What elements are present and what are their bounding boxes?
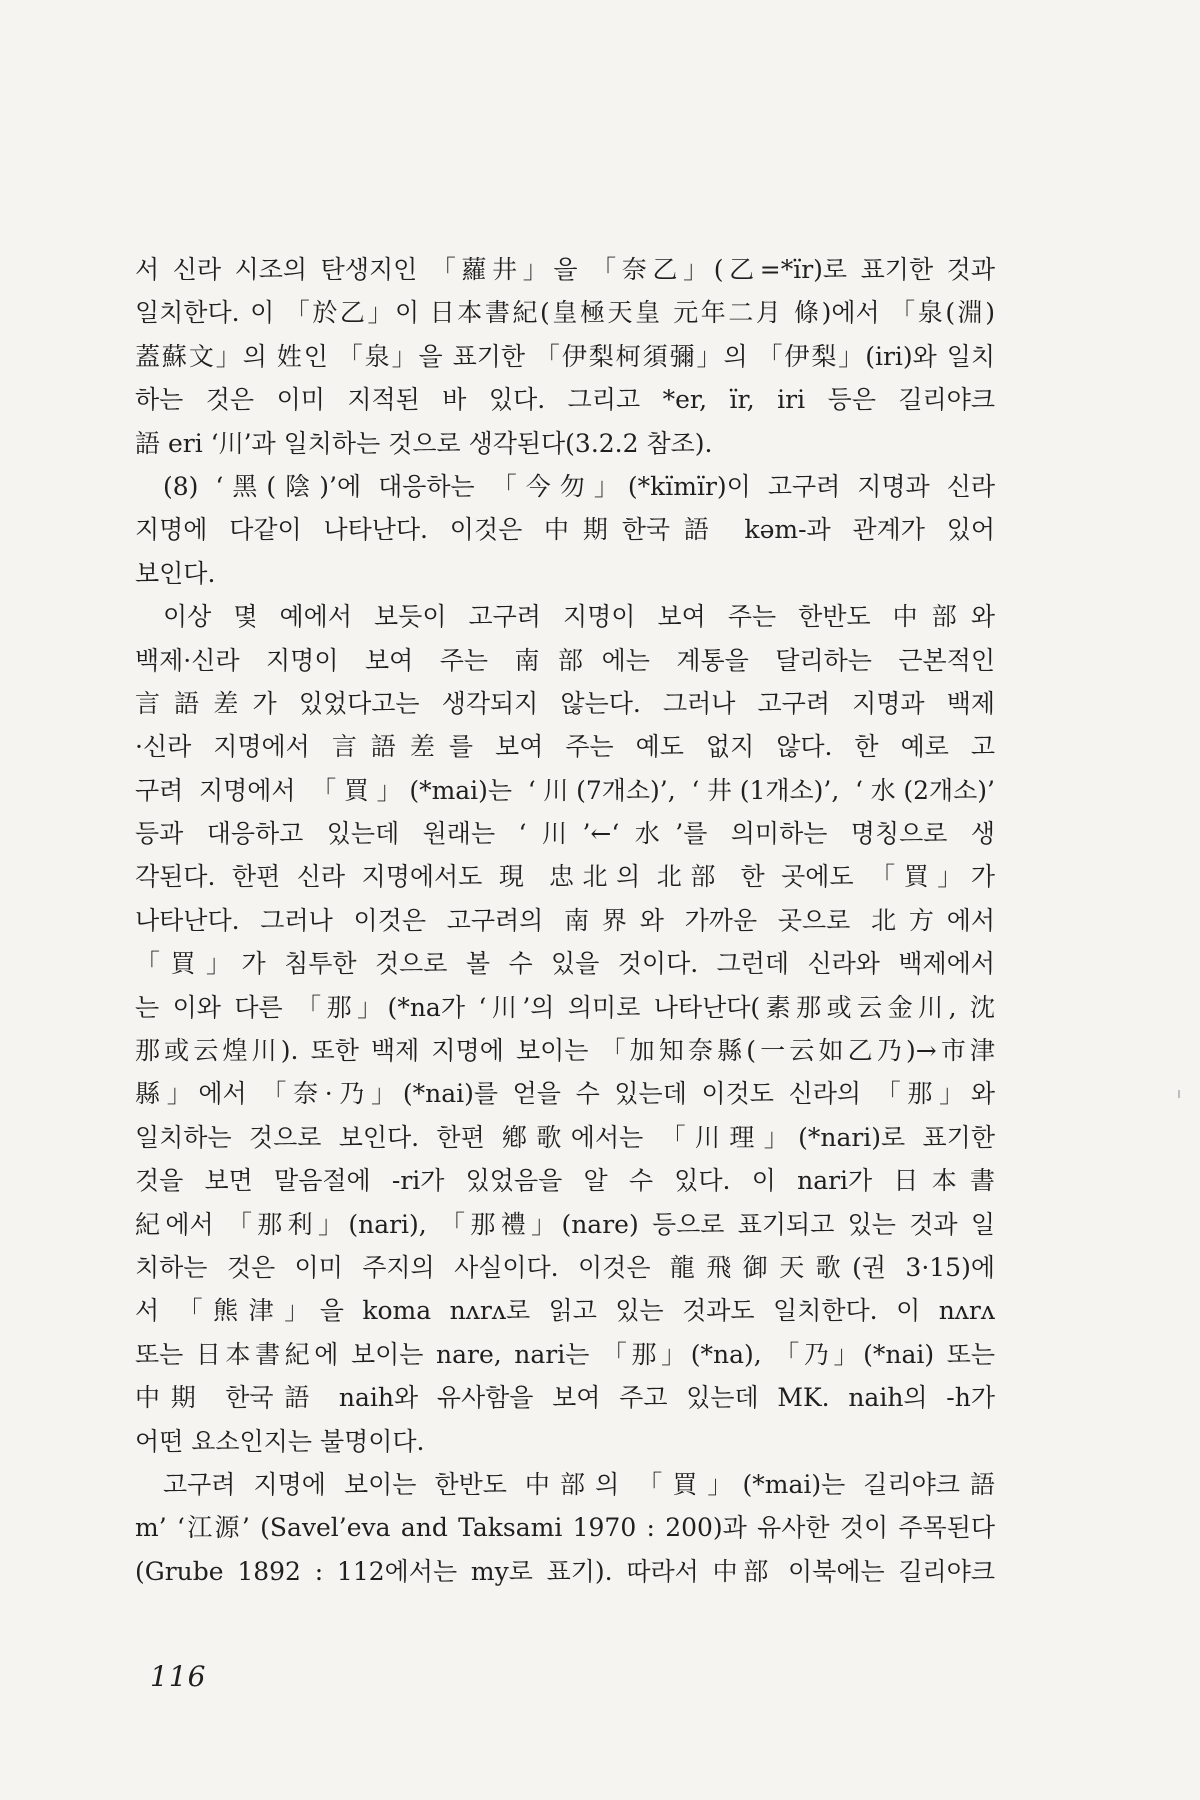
text-line: 구려 지명에서 「買」(*mai)는 ‘川(7개소)’, ‘井(1개소)’, ‘水(2개소)’ — [135, 775, 995, 805]
text-line: 語 eri ‘川’과 일치하는 것으로 생각된다(3.2.2 참조). — [135, 428, 713, 458]
text-line: 나타난다. 그러나 이것은 고구려의 南界와 가까운 곳으로 北方에서 — [135, 905, 995, 935]
text-line: 어떤 요소인지는 불명이다. — [135, 1426, 425, 1456]
text-line: 것을 보면 말음절에 -ri가 있었음을 알 수 있다. 이 nari가 日本書 — [135, 1166, 995, 1196]
text-line: 각된다. 한편 신라 지명에서도 現 忠北의 北部 한 곳에도 「買」가 — [135, 862, 995, 892]
text-line: 또는 日本書紀에 보이는 nare, nari는 「那」(*na), 「乃」(*nai) 또는 — [135, 1339, 995, 1369]
text-line: 紀에서 「那利」(nari), 「那禮」(nare) 등으로 표기되고 있는 것과 일 — [135, 1209, 995, 1239]
text-line: 고구려 지명에 보이는 한반도 中部의 「買」(*mai)는 길리야크語 — [163, 1469, 995, 1499]
text-line: 는 이와 다른 「那」(*na가 ‘川’의 의미로 나타난다(素那或云金川, 沈 — [135, 992, 995, 1022]
text-line: 이상 몇 예에서 보듯이 고구려 지명이 보여 주는 한반도 中部와 — [163, 602, 995, 632]
text-line: 中期 한국語 naih와 유사함을 보여 주고 있는데 MK. naih의 -h가 — [135, 1383, 995, 1413]
text-line: (Grube 1892 : 112에서는 my로 표기). 따라서 中部 이북에는 길리야크 — [135, 1556, 995, 1586]
text-line: 등과 대응하고 있는데 원래는 ‘川’←‘水’를 의미하는 명칭으로 생 — [135, 819, 995, 849]
scan-mark — [1178, 1090, 1180, 1098]
text-line: 하는 것은 이미 지적된 바 있다. 그리고 *er, ïr, iri 등은 길리야크 — [135, 385, 995, 415]
text-line: 「買」가 침투한 것으로 볼 수 있을 것이다. 그런데 신라와 백제에서 — [135, 949, 995, 979]
text-line: 일치한다. 이 「於乙」이 日本書紀(皇極天皇 元年二月 條)에서 「泉(淵) — [135, 298, 995, 328]
text-line: 보인다. — [135, 558, 216, 588]
page-number: 116 — [150, 1660, 207, 1693]
text-line: 치하는 것은 이미 주지의 사실이다. 이것은 龍飛御天歌(권 3·15)에 — [135, 1252, 995, 1282]
text-line: (8) ‘黑(陰)’에 대응하는 「今勿」(*kïmïr)이 고구려 지명과 신라 — [163, 471, 995, 501]
text-line: 蓋蘇文」의 姓인 「泉」을 표기한 「伊梨柯須彌」의 「伊梨」(iri)와 일치 — [135, 341, 995, 371]
text-line: 서 신라 시조의 탄생지인 「蘿井」을 「奈乙」(乙=*ïr)로 표기한 것과 — [135, 255, 995, 284]
text-line: 지명에 다같이 나타난다. 이것은 中期한국語 kəm-과 관계가 있어 — [135, 515, 995, 545]
text-line: ·신라 지명에서 言語差를 보여 주는 예도 없지 않다. 한 예로 고 — [135, 732, 995, 762]
text-line: 일치하는 것으로 보인다. 한편 鄕歌에서는 「川理」(*nari)로 표기한 — [135, 1122, 995, 1152]
text-line: 那或云煌川). 또한 백제 지명에 보이는 「加知奈縣(一云如乙乃)→市津 — [135, 1036, 995, 1066]
body-text — [135, 248, 995, 1593]
text-line: 백제·신라 지명이 보여 주는 南部에는 계통을 달리하는 근본적인 — [135, 645, 995, 675]
text-line: 縣」에서 「奈·乃」(*nai)를 얻을 수 있는데 이것도 신라의 「那」와 — [135, 1079, 995, 1109]
text-line: m’ ‘江源’ (Savel’eva and Taksami 1970 : 200)과 유사한 것이 주목된다 — [135, 1513, 995, 1543]
text-line: 言語差가 있었다고는 생각되지 않는다. 그러나 고구려 지명과 백제 — [135, 688, 995, 718]
text-line: 서 「熊津」을 koma nʌrʌ로 읽고 있는 것과도 일치한다. 이 nʌrʌ — [135, 1296, 995, 1326]
